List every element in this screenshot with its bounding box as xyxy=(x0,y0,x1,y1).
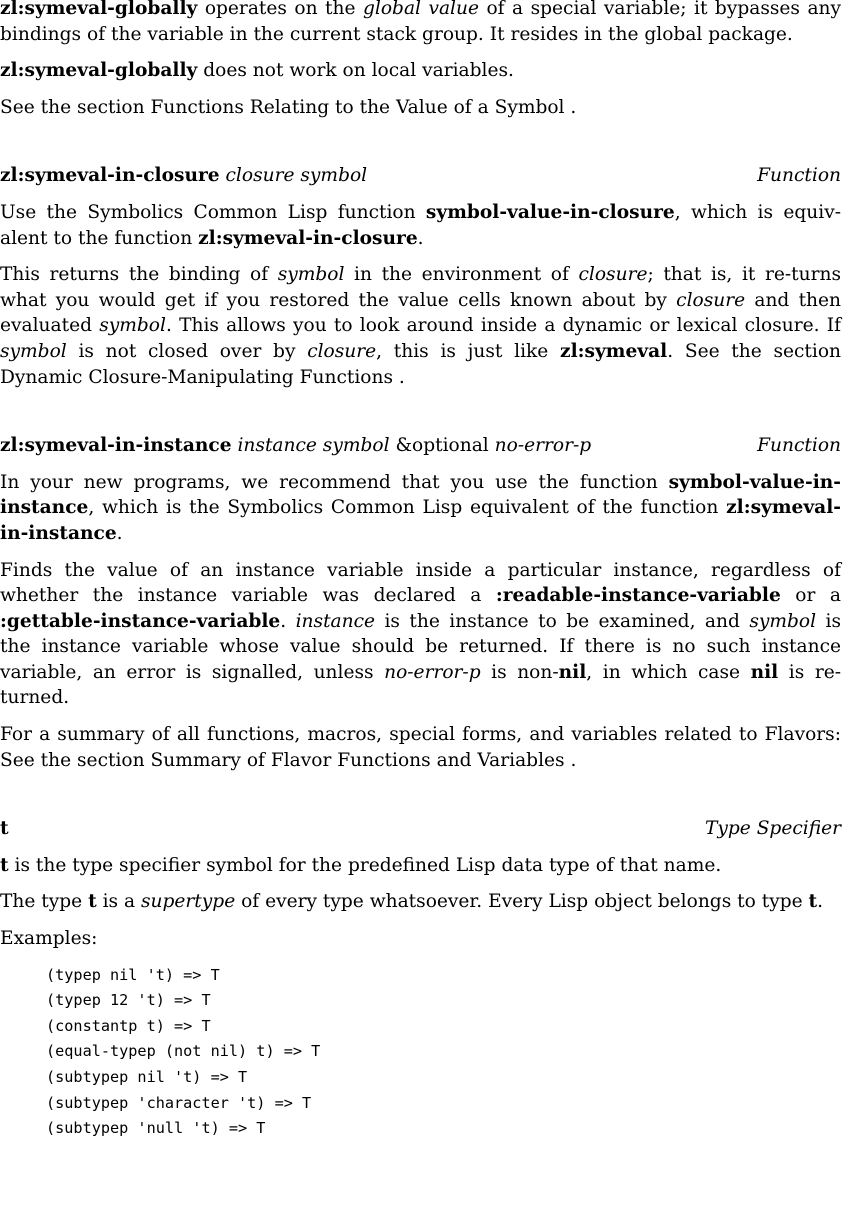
entry-header-t xyxy=(0,816,841,842)
entry-kind: Function xyxy=(757,165,841,187)
entry-header-symeval-in-closure xyxy=(0,163,841,189)
code-line: (constantp t) => T xyxy=(46,1016,211,1035)
symeval-in-instance-desc: Finds the value of an instance variable inside a particular instance, regardless of whether the instance variable was declared a :readable-instance-variable or a :gettable-instance-variable. instance is the instance to be examined, and symbol is the instance variable whose value should be returned. If there is no such instance variable, an error is signalled, unless no-error-p is non-nil, in which case nil is re-turned. xyxy=(0,559,842,709)
code-line: (equal-typep (not nil) t) => T xyxy=(46,1042,321,1061)
symeval-in-closure-recommend: Use the Symbolics Common Lisp function symbol-value-in-closure, which is equiv-alent to the function zl:symeval-in-closure. xyxy=(0,201,841,249)
code-line: (typep 12 't) => T xyxy=(46,991,211,1010)
entry-kind: Function xyxy=(757,435,841,457)
examples-label: Examples: xyxy=(0,928,98,950)
entry-name: zl:symeval-in-closure xyxy=(0,165,220,187)
code-example xyxy=(46,963,841,1142)
entry-name: t xyxy=(0,818,9,840)
code-line: (typep nil 't) => T xyxy=(46,965,220,984)
entry-header-symeval-in-instance xyxy=(0,433,841,459)
term: zl:symeval-globally xyxy=(0,0,198,19)
see-also-link[interactable]: See the section Functions Relating to the Value of a Symbol . xyxy=(0,96,577,118)
entry-args: instance symbol xyxy=(237,435,390,457)
symeval-globally-note: zl:symeval-globally does not work on local variables. xyxy=(0,60,514,82)
entry-optional-keyword: &optional xyxy=(395,435,489,457)
symeval-globally-desc: zl:symeval-globally operates on the global value of a special variable; it bypasses any bindings of the variable in the current stack group. It resides in the global package. xyxy=(0,0,842,45)
symeval-in-instance-recommend: In your new programs, we recommend that you use the function symbol-value-in-instance, which is the Symbolics Common Lisp equivalent of the function zl:symeval-in-instance. xyxy=(0,471,841,544)
t-supertype: The type t is a supertype of every type whatsoever. Every Lisp object belongs to type t. xyxy=(0,891,824,913)
entry-name: zl:symeval-in-instance xyxy=(0,435,232,457)
entry-kind: Type Specifier xyxy=(704,818,841,840)
symeval-in-closure-desc: This returns the binding of symbol in the environment of closure; that is, it re-turns what you would get if you restored the value cells known about by closure and then evaluated symbol. This allows you to look around inside a dynamic or lexical closure. If symbol is not closed over by closure, this is just like zl:symeval. See the section Dynamic Closure-Manipulating Functions . xyxy=(0,264,842,388)
code-line: (subtypep 'null 't) => T xyxy=(46,1119,266,1138)
entry-optional-args: no-error-p xyxy=(494,435,592,457)
flavors-summary-link[interactable]: For a summary of all functions, macros, special forms, and variables related to Flavors: See the section Summary of Flavor Functions and Variables . xyxy=(0,724,841,771)
entry-args: closure symbol xyxy=(225,165,368,187)
code-line: (subtypep nil 't) => T xyxy=(46,1068,248,1086)
t-desc: t is the type specifier symbol for the predefined Lisp data type of that name. xyxy=(0,854,722,876)
code-line: (subtypep 'character 't) => T xyxy=(46,1093,312,1112)
